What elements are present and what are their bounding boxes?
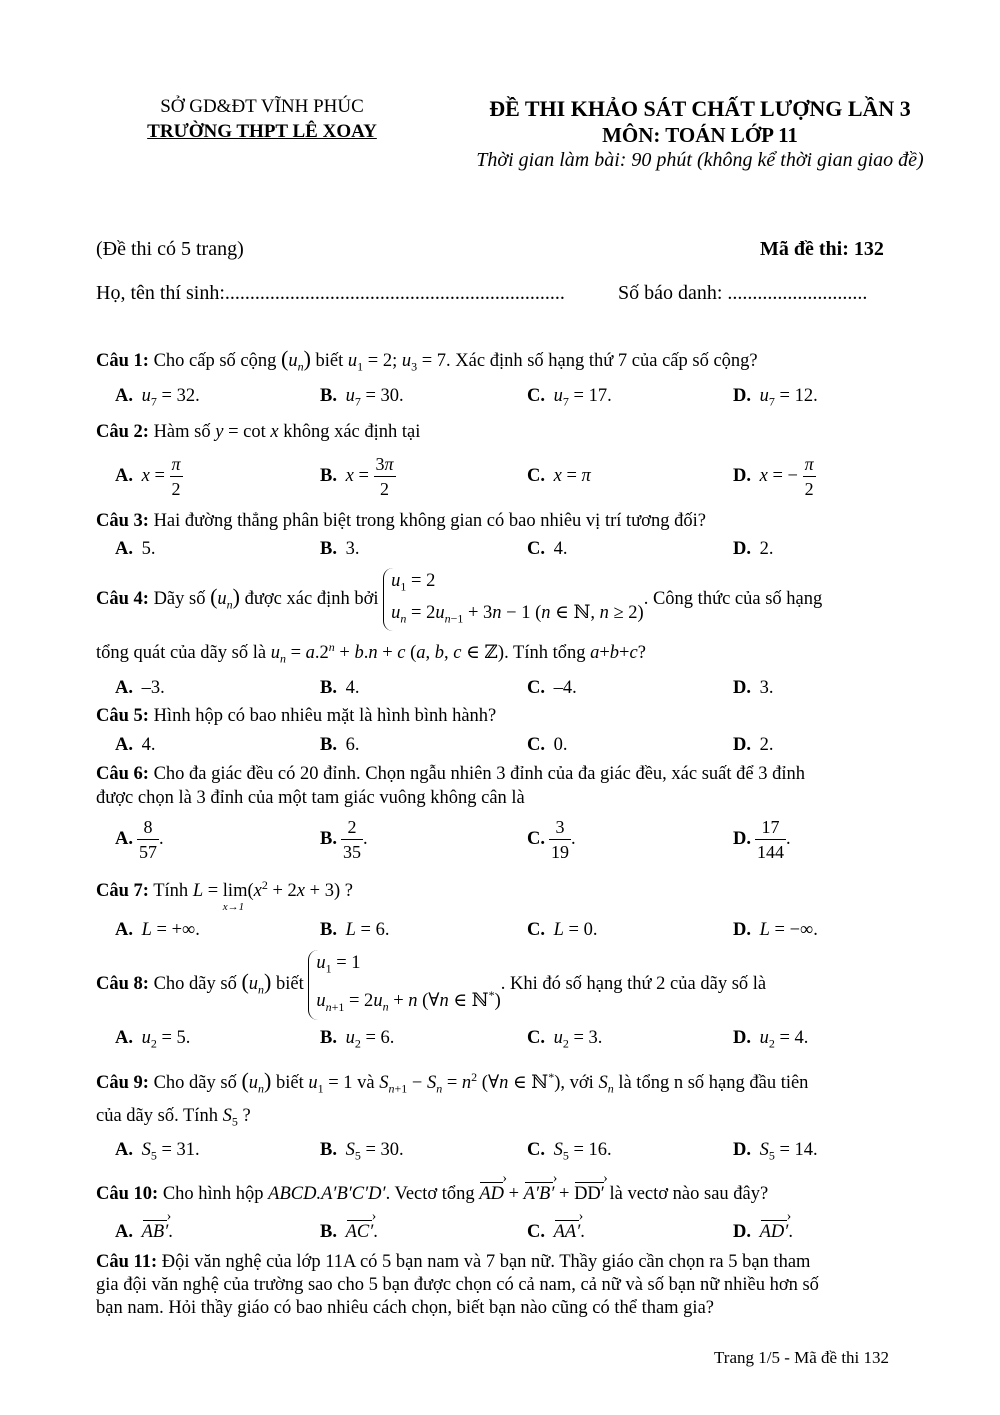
q7-option-b[interactable]: B. L = 6. — [320, 920, 390, 940]
q10-option-a[interactable]: A. AB′ ›. — [115, 1222, 173, 1243]
exam-code: Mã đề thi: 132 — [760, 238, 884, 260]
q6-option-a[interactable]: A. $\frac{8}{57}$ . — [115, 817, 164, 862]
q4-option-d[interactable]: D. 3. — [733, 678, 774, 698]
question-10: Câu 10: Cho hình hộp ABCD.A′B′C′D′. Vectơ tổng AD › + A′B′ › + DD′ › là vectơ nào sau đây? — [96, 1184, 768, 1205]
q8-option-a[interactable]: A. $u_2 = 5$. — [115, 1028, 191, 1051]
q1-option-c[interactable]: C. $u_7 = 17$. — [527, 386, 612, 409]
question-3: Câu 3: Hai đường thẳng phân biệt trong không gian có bao nhiêu vị trí tương đối? — [96, 511, 706, 531]
candidate-name-field: Họ, tên thí sinh:.................................................................... — [96, 282, 565, 304]
question-6-line-2: được chọn là 3 đỉnh của một tam giác vuông không cân là — [96, 788, 525, 808]
q3-option-c[interactable]: C. 4. — [527, 539, 568, 559]
school-name: TRƯỜNG THPT LÊ XOAY — [147, 121, 377, 142]
q4-option-a[interactable]: A. –3. — [115, 678, 165, 698]
q1-option-b[interactable]: B. $u_7 = 30$. — [320, 386, 404, 409]
q9-option-d[interactable]: D. $S_5 = 14$. — [733, 1140, 818, 1163]
department-name: SỞ GD&ĐT VĨNH PHÚC — [160, 96, 364, 117]
question-9-line-2: của dãy số. Tính $S_5$ ? — [96, 1106, 251, 1129]
q7-option-a[interactable]: A. L = +∞. — [115, 920, 200, 940]
q6-option-d[interactable]: D. $\frac{17}{144}$ . — [733, 817, 791, 862]
question-1: Câu 1: Cho cấp số cộng $(u_n)$ biết $u_1 = 2$; $u_3 = 7$. Xác định số hạng thứ 7 của cấp số cộng? — [96, 346, 758, 374]
question-2: Câu 2: Hàm số y = cot x không xác định tại — [96, 422, 421, 442]
exam-duration: Thời gian làm bài: 90 phút (không kể thời gian giao đề) — [476, 149, 924, 171]
q8-option-c[interactable]: C. $u_2 = 3$. — [527, 1028, 603, 1051]
q3-option-b[interactable]: B. 3. — [320, 539, 360, 559]
q4-option-c[interactable]: C. –4. — [527, 678, 577, 698]
question-11-line-2: gia đội văn nghệ của trường sao cho 5 bạn được chọn có cả nam, cả nữ và số bạn nữ nhiều hơn số — [96, 1275, 819, 1295]
q8-option-d[interactable]: D. $u_2 = 4$. — [733, 1028, 809, 1051]
q9-option-a[interactable]: A. $S_5 = 31$. — [115, 1140, 200, 1163]
q2-option-b[interactable]: B. x = $\frac{3\pi}{2}$ — [320, 454, 394, 499]
q2-option-c[interactable]: C. x = π — [527, 466, 591, 486]
q7-option-c[interactable]: C. L = 0. — [527, 920, 598, 940]
question-6: Câu 6: Cho đa giác đều có 20 đỉnh. Chọn ngẫu nhiên 3 đỉnh của đa giác đều, xác suất để 3 đỉnh — [96, 764, 806, 784]
question-11: Câu 11: Đội văn nghệ của lớp 11A có 5 bạn nam và 7 bạn nữ. Thầy giáo cần chọn ra 5 bạn tham — [96, 1252, 811, 1272]
q3-option-a[interactable]: A. 5. — [115, 539, 156, 559]
candidate-number-field: Số báo danh: ............................ — [618, 282, 868, 304]
exam-title: ĐỀ THI KHẢO SÁT CHẤT LƯỢNG LẦN 3 — [489, 96, 911, 121]
q5-option-a[interactable]: A. 4. — [115, 735, 156, 755]
q3-option-d[interactable]: D. 2. — [733, 539, 774, 559]
question-7: Câu 7: Tính L = lim x→1 $(x^2 + 2x + 3)$ ? — [96, 878, 353, 914]
question-5: Câu 5: Hình hộp có bao nhiêu mặt là hình bình hành? — [96, 706, 497, 726]
q6-option-b[interactable]: B. $\frac{2}{35}$ . — [320, 817, 368, 862]
q5-option-d[interactable]: D. 2. — [733, 735, 774, 755]
q5-option-b[interactable]: B. 6. — [320, 735, 360, 755]
q6-option-c[interactable]: C. $\frac{3}{19}$ . — [527, 817, 576, 862]
q10-option-d[interactable]: D. AD′ ›. — [733, 1222, 793, 1243]
q9-option-c[interactable]: C. $S_5 = 16$. — [527, 1140, 612, 1163]
q10-option-b[interactable]: B. AC′ ›. — [320, 1222, 378, 1243]
question-9: Câu 9: Cho dãy số $(u_n)$ biết $u_1 = 1$ và $S_{n+1} - S_n = n^2$ (∀n ∈ ℕ*), với $S_n$ là tổng n số hạng đầu tiên — [96, 1068, 809, 1096]
question-11-line-3: bạn nam. Hỏi thầy giáo có bao nhiêu cách chọn, biết bạn nào cũng có thể tham gia? — [96, 1298, 714, 1318]
page-footer: Trang 1/5 - Mã đề thi 132 — [714, 1348, 890, 1367]
q5-option-c[interactable]: C. 0. — [527, 735, 568, 755]
subject-title: MÔN: TOÁN LỚP 11 — [602, 123, 798, 147]
q7-option-d[interactable]: D. L = −∞. — [733, 920, 818, 940]
question-4: Câu 4: Dãy số $(u_n)$ được xác định bởi $u_1 = 2$ $u_n = 2u_{n-1} + 3n - 1$ (n ∈ ℕ, n ≥ 2). Công thức của số hạng — [96, 568, 822, 631]
q1-option-d[interactable]: D. $u_7 = 12$. — [733, 386, 818, 409]
q8-option-b[interactable]: B. $u_2 = 6$. — [320, 1028, 395, 1051]
q10-option-c[interactable]: C. AA′ ›. — [527, 1222, 585, 1243]
question-4-line-2: tổng quát của dãy số là $u_n = a.2^n + b.n + c$ (a, b, c ∈ ℤ). Tính tổng a+b+c? — [96, 640, 646, 666]
q2-option-a[interactable]: A. x = $\frac{\pi}{2}$ — [115, 454, 181, 499]
q4-option-b[interactable]: B. 4. — [320, 678, 360, 698]
q2-option-d[interactable]: D. x = − $\frac{\pi}{2}$ — [733, 454, 814, 499]
q1-option-a[interactable]: A. $u_7 = 32$. — [115, 386, 200, 409]
page-count-note: (Đề thi có 5 trang) — [96, 238, 244, 260]
question-8: Câu 8: Cho dãy số $(u_n)$ biết $u_1 = 1$ $u_{n+1} = 2u_n + n$ (∀n ∈ ℕ*). Khi đó số hạng thứ 2 của dãy số là — [96, 950, 766, 1020]
q9-option-b[interactable]: B. $S_5 = 30$. — [320, 1140, 404, 1163]
